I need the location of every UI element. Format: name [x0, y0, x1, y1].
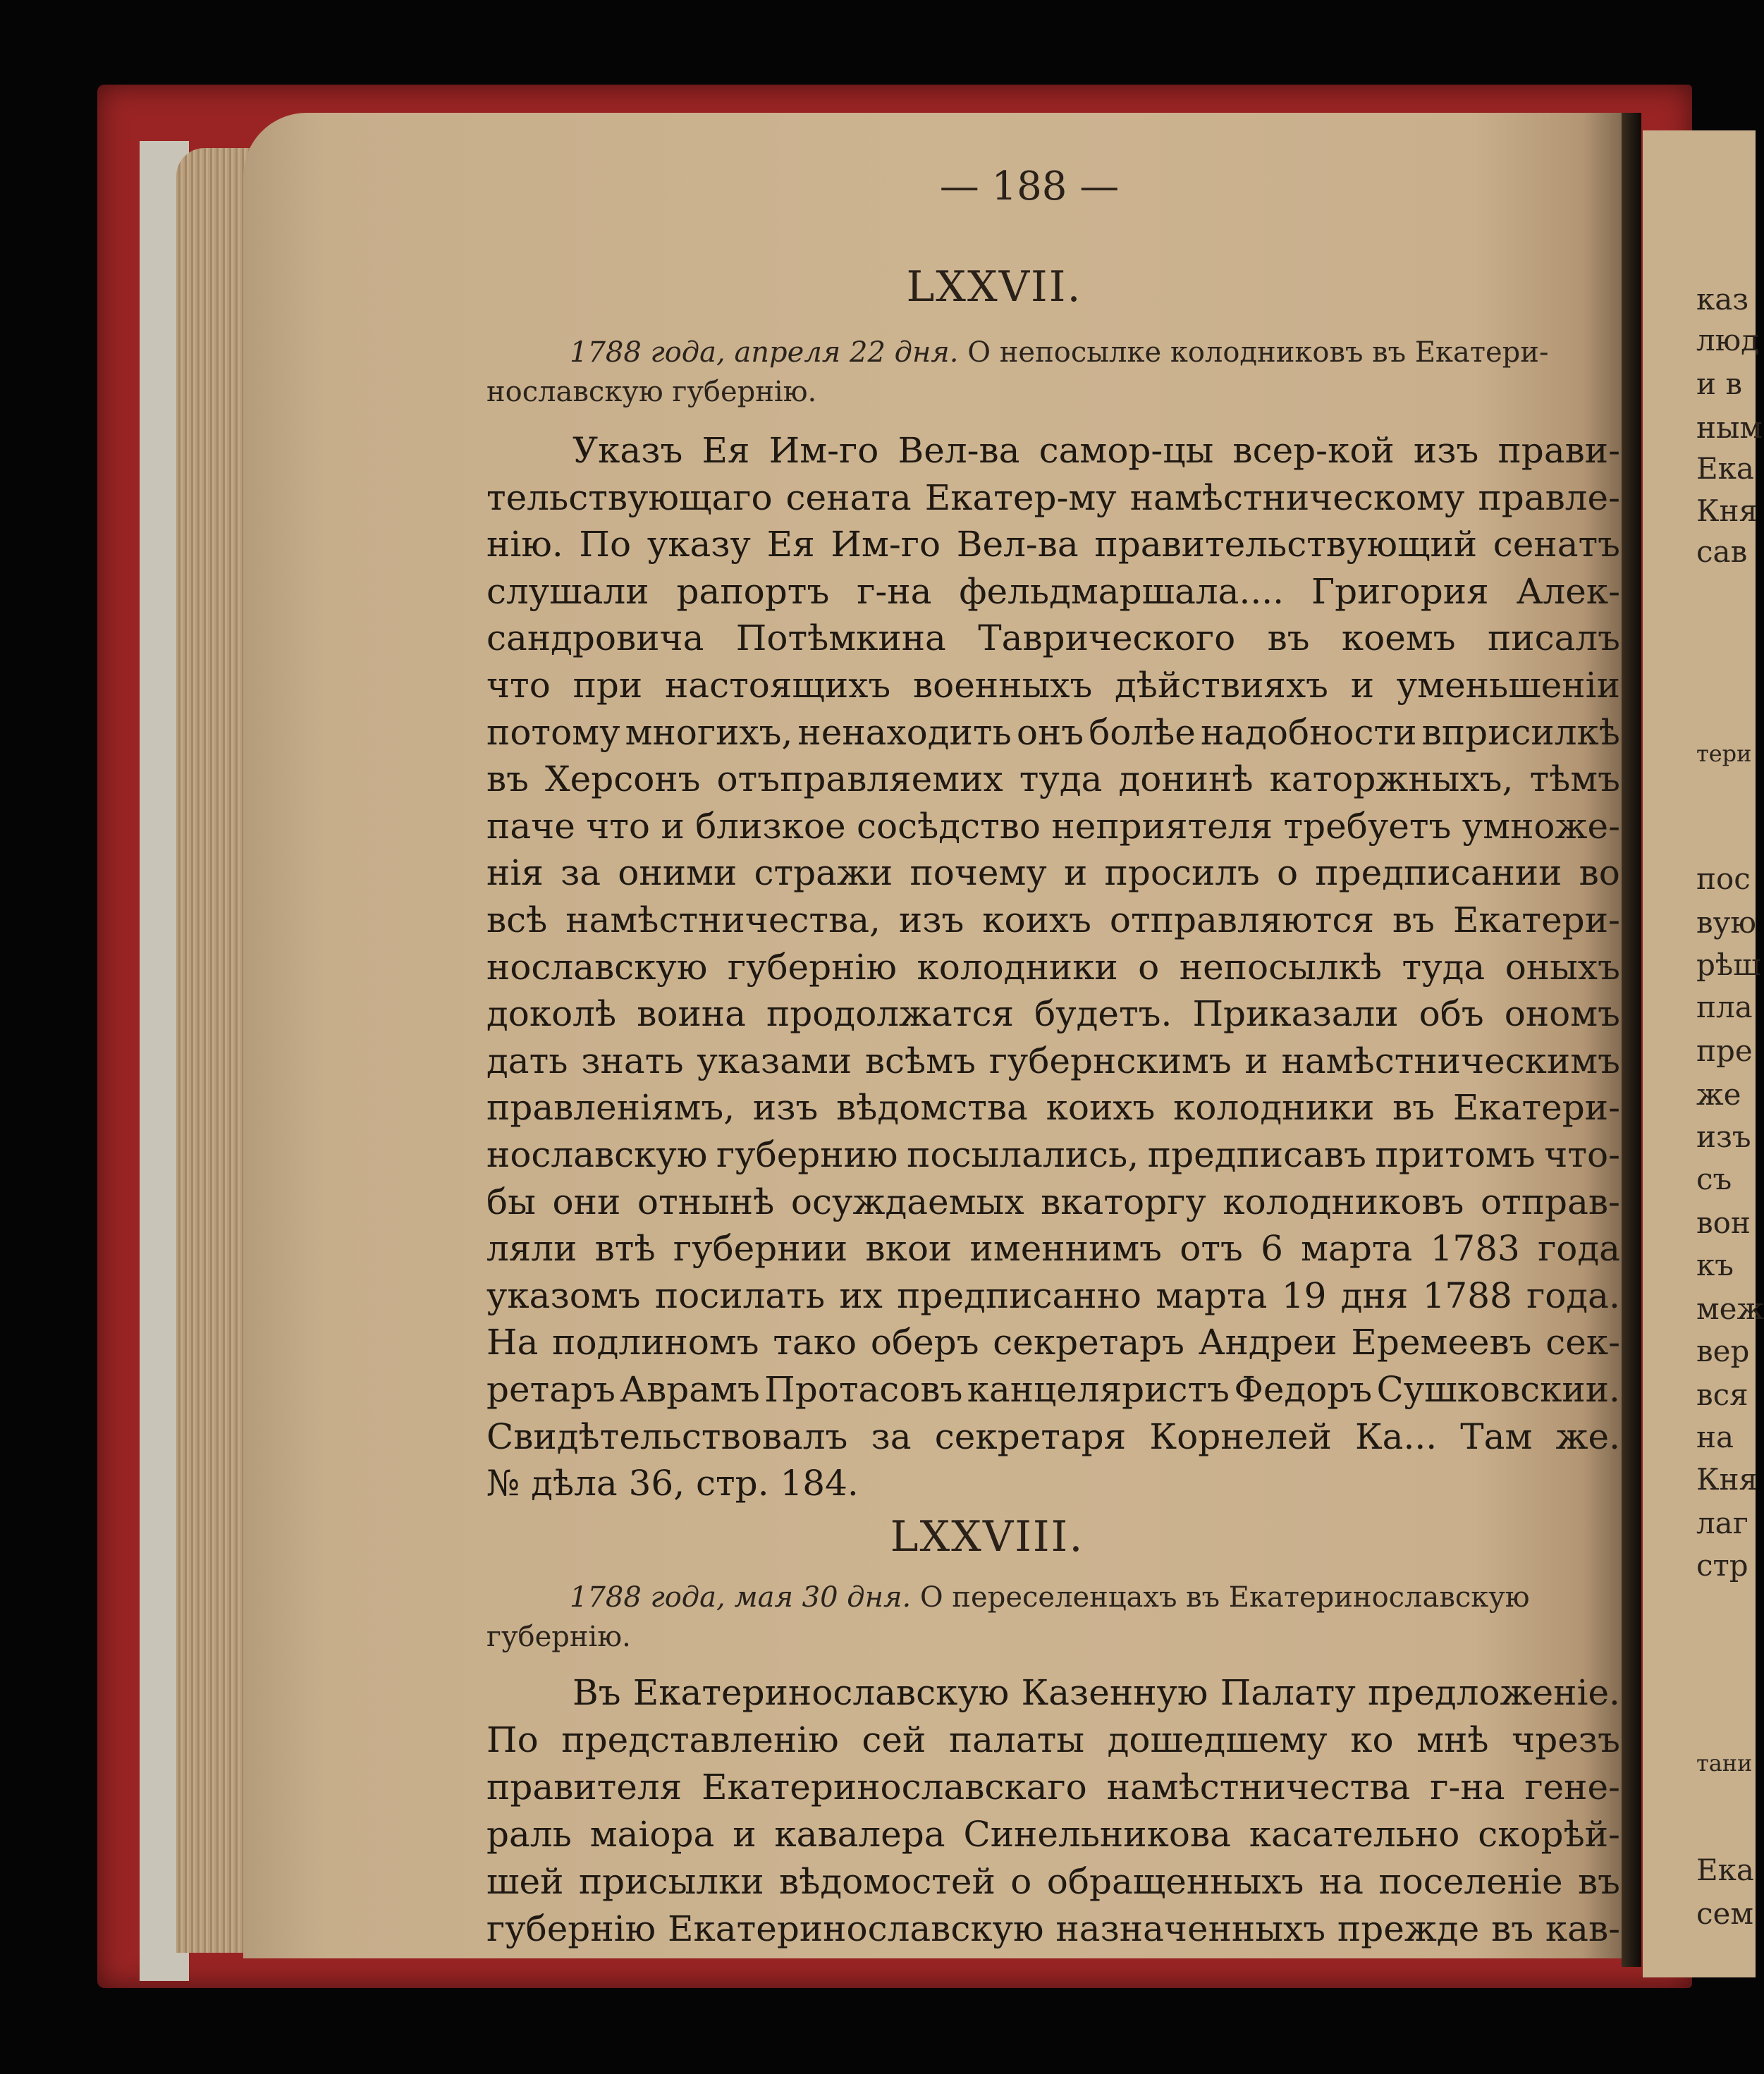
text-line: указомъ посилать их предписанно марта 19 дня 1788 года.: [486, 1275, 1620, 1316]
facing-page-fragment: сем: [1696, 1896, 1754, 1931]
text-line: губернію Екатеринославскую назначенныхъ прежде въ кав-: [486, 1908, 1620, 1949]
text-line: Указъ Ея Им-го Вел-ва самор-цы всер-кой изъ прави-: [572, 430, 1620, 471]
facing-page-fragment: Ека: [1696, 451, 1754, 486]
text-line: шей присылки вѣдомостей о обращенныхъ на поселеніе въ: [486, 1861, 1620, 1902]
text-line: всѣ намѣстничества, изъ коихъ отправляются въ Екатери-: [486, 900, 1620, 940]
section-heading-78: LXXVIII.: [890, 1512, 1084, 1561]
text-line: дать знать указами всѣмъ губернскимъ и намѣстническимъ: [486, 1040, 1620, 1081]
text-line: нославскую губернію колодники о непосылкѣ туда оныхъ: [486, 946, 1620, 988]
facing-page-fragment: съ: [1696, 1162, 1732, 1196]
facing-page-fragment: каз: [1696, 282, 1749, 317]
text-line: что при настоящихъ военныхъ дѣйствияхъ и уменьшеніи: [486, 665, 1620, 706]
facing-page-fragment: ным: [1696, 410, 1763, 445]
text-line: потому многихъ, ненаходить онъ болѣе надобности вприсилкѣ: [486, 711, 1620, 753]
text-line: правителя Екатеринославскаго намѣстничества г-на гене-: [486, 1767, 1620, 1808]
facing-page-fragment: къ: [1696, 1248, 1734, 1282]
text-line: По представленію сей палаты дошедшему ко мнѣ чрезъ: [486, 1719, 1620, 1760]
facing-page-fragment: вер: [1696, 1334, 1750, 1368]
summary-date: 1788 года, мая 30 дня.: [570, 1581, 912, 1614]
facing-page-fragment: пос: [1696, 861, 1751, 896]
page-number: — 188 —: [939, 164, 1120, 209]
facing-page-fragment: стр: [1696, 1548, 1748, 1583]
facing-page-fragment: же: [1696, 1077, 1741, 1112]
facing-page-fragment: Ека: [1696, 1853, 1754, 1887]
text-line: ретаръ Аврамъ Протасовъ канцеляристъ Федоръ Сушковскии.: [486, 1369, 1620, 1410]
facing-page-fragment: тани: [1696, 1750, 1753, 1777]
text-line: бы они отнынѣ осуждаемых вкаторгу колодниковъ отправ-: [486, 1181, 1620, 1222]
facing-page-fragment: вся: [1696, 1377, 1748, 1412]
page-edges: [176, 148, 254, 1953]
facing-page-fragment: меж: [1696, 1291, 1764, 1326]
facing-page-fragment: Кня: [1696, 1462, 1758, 1497]
facing-page-fragment: лаг: [1696, 1506, 1748, 1540]
text-line: тельствующаго сената Екатер-му намѣстническому правле-: [486, 477, 1620, 518]
text-line: Свидѣтельствовалъ за секретаря Корнелей Ка... Там же.: [486, 1416, 1620, 1457]
facing-page-fragment: изъ: [1696, 1119, 1751, 1154]
summary-text: О переселенцахъ въ Екатеринославскую: [919, 1581, 1530, 1614]
text-line: въ Херсонъ отъправляемих туда донинѣ каторжныхъ, тѣмъ: [486, 759, 1620, 800]
section-summary-77-line1: [570, 333, 1620, 372]
text-line: Въ Екатеринославскую Казенную Палату предложеніе.: [572, 1672, 1620, 1713]
text-line: На подлиномъ тако оберъ секретаръ Андреи Еремеевъ сек-: [486, 1322, 1620, 1363]
summary-date: 1788 года, апреля 22 дня.: [570, 336, 959, 369]
summary-text: О непосылке колодниковъ въ Екатери-: [967, 336, 1549, 369]
text-line: сандровича Потѣмкина Таврического въ коемъ писалъ: [486, 618, 1620, 659]
facing-page-fragment: на: [1696, 1420, 1734, 1454]
text-line: правленіямъ, изъ вѣдомства коихъ колодники въ Екатери-: [486, 1087, 1620, 1129]
facing-page-fragment: вую: [1696, 905, 1756, 940]
facing-page-fragment: люд: [1696, 323, 1760, 357]
facing-page-fragment: и в: [1696, 367, 1742, 401]
text-line: нію. По указу Ея Им-го Вел-ва правительствующий сенатъ: [486, 524, 1620, 565]
facing-page-fragment: пре: [1696, 1033, 1753, 1068]
section-heading-77: LXXVII.: [906, 262, 1082, 312]
facing-page-fragment: вон: [1696, 1205, 1751, 1240]
facing-page-fragment: сав: [1696, 534, 1748, 569]
text-line: нославскую губернию посылались, предписавъ притомъ что-: [486, 1134, 1620, 1175]
text-line: ляли втѣ губернии вкои именнимъ отъ 6 марта 1783 года: [486, 1228, 1620, 1270]
text-line: № дѣла 36, стр. 184.: [486, 1463, 859, 1504]
text-line: нія за оними стражи почему и просилъ о предписании во: [486, 852, 1620, 894]
facing-page-fragment: Кня: [1696, 493, 1758, 528]
section-summary-78-line1: [570, 1578, 1620, 1617]
facing-page-fragment: тери: [1696, 740, 1752, 767]
book-gutter: [1622, 113, 1641, 1967]
text-line: паче что и близкое сосѣдство неприятеля требуетъ умноже-: [486, 805, 1620, 847]
facing-page-fragment: пла: [1696, 990, 1753, 1024]
text-line: слушали рапортъ г-на фельдмаршала.... Григория Алек-: [486, 570, 1620, 612]
text-line: доколѣ воина продолжатся будетъ. Приказали объ ономъ: [486, 993, 1620, 1035]
section-summary-77-line2: нославскую губернію.: [486, 376, 817, 408]
section-summary-78-line2: губернію.: [486, 1621, 631, 1653]
facing-page-fragment: рѣш: [1696, 947, 1761, 982]
text-line: раль маіора и кавалера Синельникова касательно скорѣй-: [486, 1814, 1620, 1855]
